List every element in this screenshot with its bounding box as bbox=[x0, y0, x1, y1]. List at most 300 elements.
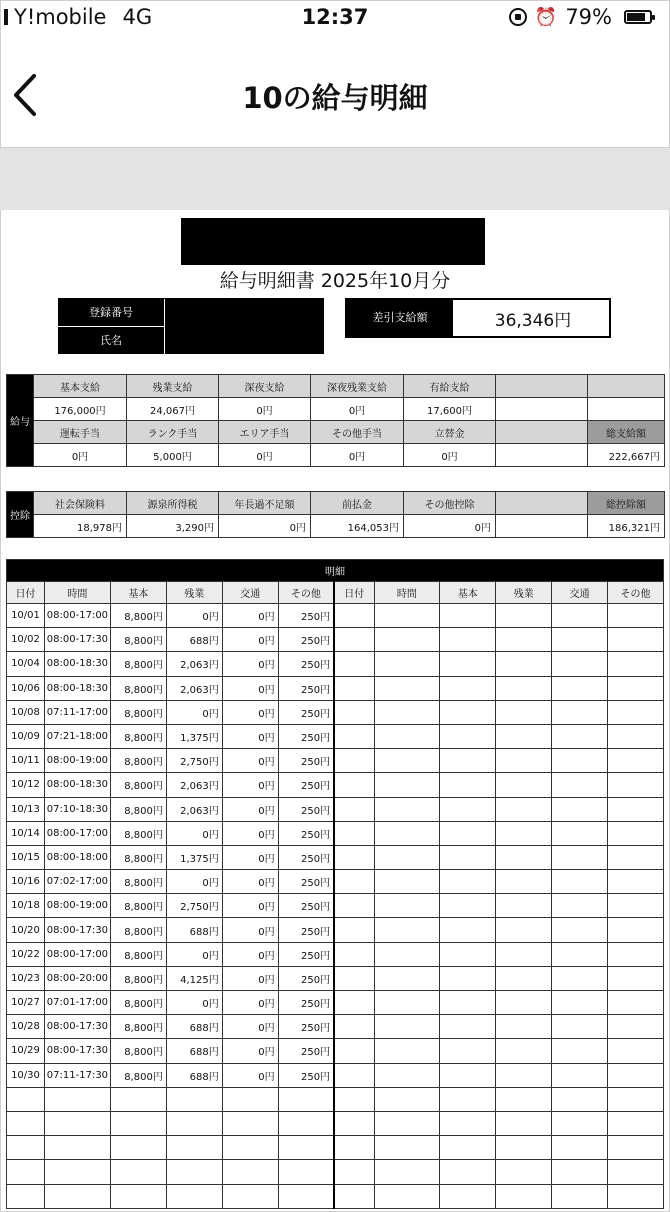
table-cell bbox=[440, 1087, 496, 1111]
table-cell: 250円 bbox=[278, 821, 334, 845]
salary-header: 残業支給 bbox=[127, 375, 219, 398]
table-cell bbox=[374, 821, 440, 845]
table-cell: 08:00-17:30 bbox=[44, 918, 110, 942]
table-cell: 250円 bbox=[278, 942, 334, 966]
table-cell bbox=[374, 652, 440, 676]
table-cell: 250円 bbox=[278, 870, 334, 894]
table-cell bbox=[552, 942, 608, 966]
table-cell bbox=[440, 1039, 496, 1063]
table-cell: 250円 bbox=[278, 797, 334, 821]
table-cell: 10/30 bbox=[7, 1063, 45, 1087]
table-cell: 10/01 bbox=[7, 604, 45, 628]
table-cell bbox=[496, 1111, 552, 1135]
table-cell: 250円 bbox=[278, 918, 334, 942]
salary-value: 0円 bbox=[34, 444, 127, 467]
table-cell: 0円 bbox=[166, 870, 222, 894]
table-cell: 0円 bbox=[222, 1039, 278, 1063]
table-cell: 08:00-18:30 bbox=[44, 676, 110, 700]
table-cell: 8,800円 bbox=[110, 749, 166, 773]
deduction-value bbox=[496, 515, 588, 538]
detail-column-header: 交通 bbox=[552, 582, 608, 604]
salary-header: 基本支給 bbox=[34, 375, 127, 398]
page-title: 10の給与明細 bbox=[242, 81, 428, 115]
table-cell: 8,800円 bbox=[110, 1015, 166, 1039]
table-cell: 0円 bbox=[222, 604, 278, 628]
salary-value: 0円 bbox=[219, 398, 311, 421]
table-cell bbox=[552, 1111, 608, 1135]
table-cell bbox=[552, 1136, 608, 1160]
table-cell bbox=[608, 724, 664, 748]
table-cell bbox=[374, 1184, 440, 1208]
carrier-label: Y!mobile bbox=[14, 5, 107, 29]
table-cell bbox=[334, 700, 374, 724]
detail-column-header: 残業 bbox=[166, 582, 222, 604]
table-cell: 8,800円 bbox=[110, 676, 166, 700]
table-cell bbox=[278, 1136, 334, 1160]
net-pay-label: 差引支給額 bbox=[347, 300, 453, 336]
table-cell: 250円 bbox=[278, 845, 334, 869]
detail-column-header: 時間 bbox=[374, 582, 440, 604]
table-cell: 8,800円 bbox=[110, 942, 166, 966]
table-cell bbox=[44, 1184, 110, 1208]
table-cell bbox=[334, 1063, 374, 1087]
deduction-value: 3,290円 bbox=[127, 515, 219, 538]
table-row bbox=[7, 700, 664, 724]
table-cell: 4,125円 bbox=[166, 966, 222, 990]
table-cell: 8,800円 bbox=[110, 894, 166, 918]
employee-name-label: 氏名 bbox=[58, 327, 165, 354]
table-cell bbox=[374, 676, 440, 700]
table-cell bbox=[334, 1039, 374, 1063]
table-cell bbox=[608, 821, 664, 845]
table-cell bbox=[608, 1184, 664, 1208]
table-cell: 250円 bbox=[278, 652, 334, 676]
table-cell bbox=[440, 991, 496, 1015]
table-cell: 10/09 bbox=[7, 724, 45, 748]
table-cell bbox=[496, 628, 552, 652]
table-cell: 8,800円 bbox=[110, 991, 166, 1015]
table-cell: 8,800円 bbox=[110, 773, 166, 797]
table-cell bbox=[334, 894, 374, 918]
table-cell bbox=[552, 773, 608, 797]
deduction-header: 前払金 bbox=[311, 492, 404, 515]
table-cell: 1,375円 bbox=[166, 724, 222, 748]
table-row bbox=[7, 604, 664, 628]
table-cell: 10/20 bbox=[7, 918, 45, 942]
table-row bbox=[7, 1039, 664, 1063]
table-cell bbox=[278, 1184, 334, 1208]
table-cell bbox=[440, 894, 496, 918]
table-cell bbox=[110, 1160, 166, 1184]
table-cell: 07:11-17:30 bbox=[44, 1063, 110, 1087]
deduction-side-label: 控除 bbox=[7, 492, 34, 538]
table-cell bbox=[496, 870, 552, 894]
table-cell bbox=[440, 966, 496, 990]
table-cell bbox=[552, 628, 608, 652]
registration-number-label: 登録番号 bbox=[58, 299, 165, 327]
table-cell bbox=[608, 1111, 664, 1135]
table-cell bbox=[496, 604, 552, 628]
table-cell bbox=[374, 991, 440, 1015]
table-cell: 0円 bbox=[166, 604, 222, 628]
table-cell bbox=[440, 870, 496, 894]
table-cell bbox=[552, 700, 608, 724]
table-cell bbox=[222, 1111, 278, 1135]
table-cell: 0円 bbox=[222, 652, 278, 676]
table-cell bbox=[440, 918, 496, 942]
table-cell: 0円 bbox=[222, 724, 278, 748]
deduction-header: 社会保険料 bbox=[34, 492, 127, 515]
table-cell: 0円 bbox=[222, 942, 278, 966]
table-cell: 0円 bbox=[222, 676, 278, 700]
salary-header bbox=[496, 375, 588, 398]
salary-value: 5,000円 bbox=[127, 444, 219, 467]
table-cell bbox=[440, 652, 496, 676]
detail-column-header: その他 bbox=[608, 582, 664, 604]
table-cell bbox=[496, 942, 552, 966]
table-cell bbox=[7, 1087, 45, 1111]
salary-header: エリア手当 bbox=[219, 421, 311, 444]
table-row bbox=[7, 845, 664, 869]
table-cell bbox=[374, 894, 440, 918]
salary-value: 24,067円 bbox=[127, 398, 219, 421]
net-pay-value: 36,346円 bbox=[494, 311, 572, 331]
table-cell bbox=[496, 1015, 552, 1039]
salary-side-label: 給与 bbox=[7, 375, 34, 467]
deduction-value: 18,978円 bbox=[34, 515, 127, 538]
table-cell bbox=[552, 652, 608, 676]
table-cell bbox=[166, 1087, 222, 1111]
table-cell: 250円 bbox=[278, 991, 334, 1015]
table-cell: 8,800円 bbox=[110, 918, 166, 942]
table-cell: 0円 bbox=[222, 773, 278, 797]
table-cell: 08:00-18:30 bbox=[44, 773, 110, 797]
table-cell bbox=[110, 1087, 166, 1111]
table-cell: 10/23 bbox=[7, 966, 45, 990]
table-row bbox=[7, 918, 664, 942]
table-cell: 10/22 bbox=[7, 942, 45, 966]
table-cell: 0円 bbox=[222, 797, 278, 821]
table-cell bbox=[44, 1136, 110, 1160]
table-cell bbox=[440, 676, 496, 700]
table-cell bbox=[334, 821, 374, 845]
gray-banner bbox=[0, 147, 670, 210]
detail-column-header: 基本 bbox=[440, 582, 496, 604]
table-cell bbox=[440, 1136, 496, 1160]
table-row bbox=[7, 1184, 664, 1208]
table-cell bbox=[608, 604, 664, 628]
table-cell bbox=[334, 918, 374, 942]
table-row bbox=[7, 724, 664, 748]
detail-column-header: 交通 bbox=[222, 582, 278, 604]
table-row bbox=[7, 749, 664, 773]
detail-column-header: 基本 bbox=[110, 582, 166, 604]
detail-table bbox=[6, 559, 664, 1209]
table-cell bbox=[374, 724, 440, 748]
table-cell: 8,800円 bbox=[110, 700, 166, 724]
table-cell bbox=[334, 966, 374, 990]
table-cell bbox=[552, 966, 608, 990]
table-cell bbox=[374, 870, 440, 894]
table-cell bbox=[608, 773, 664, 797]
table-cell bbox=[110, 1136, 166, 1160]
table-cell: 0円 bbox=[222, 700, 278, 724]
table-cell: 10/04 bbox=[7, 652, 45, 676]
table-cell bbox=[440, 1063, 496, 1087]
table-cell bbox=[334, 749, 374, 773]
table-row bbox=[7, 676, 664, 700]
table-cell: 688円 bbox=[166, 918, 222, 942]
table-cell bbox=[608, 845, 664, 869]
table-cell bbox=[496, 1136, 552, 1160]
table-cell bbox=[552, 676, 608, 700]
table-cell: 250円 bbox=[278, 700, 334, 724]
salary-header: その他手当 bbox=[311, 421, 404, 444]
table-cell bbox=[608, 797, 664, 821]
table-cell bbox=[552, 1063, 608, 1087]
detail-caption: 明細 bbox=[7, 560, 664, 582]
table-cell bbox=[552, 821, 608, 845]
clock: 12:37 bbox=[301, 5, 369, 29]
table-cell: 10/12 bbox=[7, 773, 45, 797]
battery-icon bbox=[624, 10, 652, 24]
table-cell bbox=[608, 942, 664, 966]
table-cell: 10/16 bbox=[7, 870, 45, 894]
table-cell: 688円 bbox=[166, 1039, 222, 1063]
table-cell: 688円 bbox=[166, 1015, 222, 1039]
salary-header: 深夜残業支給 bbox=[311, 375, 404, 398]
table-cell: 10/02 bbox=[7, 628, 45, 652]
table-cell bbox=[7, 1184, 45, 1208]
table-cell: 08:00-19:00 bbox=[44, 749, 110, 773]
table-cell bbox=[496, 1184, 552, 1208]
table-cell: 07:11-17:00 bbox=[44, 700, 110, 724]
table-cell: 688円 bbox=[166, 1063, 222, 1087]
table-row bbox=[7, 894, 664, 918]
salary-table bbox=[6, 374, 665, 467]
table-cell bbox=[166, 1184, 222, 1208]
table-cell bbox=[440, 773, 496, 797]
table-cell bbox=[334, 1160, 374, 1184]
table-cell: 2,750円 bbox=[166, 894, 222, 918]
net-pay-box bbox=[345, 298, 611, 338]
table-cell bbox=[608, 991, 664, 1015]
table-cell bbox=[166, 1111, 222, 1135]
table-cell bbox=[608, 700, 664, 724]
table-cell: 250円 bbox=[278, 604, 334, 628]
table-cell bbox=[374, 700, 440, 724]
table-cell bbox=[374, 1111, 440, 1135]
table-cell bbox=[334, 628, 374, 652]
table-cell: 8,800円 bbox=[110, 845, 166, 869]
table-cell: 10/28 bbox=[7, 1015, 45, 1039]
table-cell bbox=[374, 1087, 440, 1111]
table-cell bbox=[608, 1136, 664, 1160]
table-row bbox=[7, 628, 664, 652]
table-cell bbox=[374, 1136, 440, 1160]
table-cell: 2,063円 bbox=[166, 652, 222, 676]
table-cell bbox=[374, 1015, 440, 1039]
table-cell: 250円 bbox=[278, 1015, 334, 1039]
table-cell: 8,800円 bbox=[110, 821, 166, 845]
table-cell bbox=[608, 1087, 664, 1111]
total-deduction-header: 総控除額 bbox=[588, 492, 665, 515]
table-cell bbox=[496, 797, 552, 821]
salary-value bbox=[496, 398, 588, 421]
table-row bbox=[7, 870, 664, 894]
table-cell: 8,800円 bbox=[110, 1063, 166, 1087]
table-cell: 07:10-18:30 bbox=[44, 797, 110, 821]
table-cell bbox=[334, 845, 374, 869]
table-cell: 250円 bbox=[278, 749, 334, 773]
table-cell bbox=[374, 942, 440, 966]
table-cell bbox=[552, 1039, 608, 1063]
table-row bbox=[7, 1136, 664, 1160]
table-cell bbox=[608, 918, 664, 942]
table-cell bbox=[608, 749, 664, 773]
table-cell bbox=[552, 870, 608, 894]
table-cell bbox=[374, 1160, 440, 1184]
table-cell bbox=[44, 1111, 110, 1135]
salary-value: 0円 bbox=[311, 444, 404, 467]
table-cell bbox=[334, 1184, 374, 1208]
table-cell: 8,800円 bbox=[110, 652, 166, 676]
table-cell: 0円 bbox=[222, 749, 278, 773]
deduction-value: 164,053円 bbox=[311, 515, 404, 538]
table-cell bbox=[7, 1136, 45, 1160]
table-cell bbox=[278, 1160, 334, 1184]
table-cell: 0円 bbox=[222, 918, 278, 942]
table-cell: 1,375円 bbox=[166, 845, 222, 869]
table-cell bbox=[440, 1015, 496, 1039]
table-row bbox=[7, 1111, 664, 1135]
table-cell bbox=[608, 1039, 664, 1063]
salary-header: 運転手当 bbox=[34, 421, 127, 444]
table-cell bbox=[334, 942, 374, 966]
table-cell bbox=[374, 773, 440, 797]
table-cell: 07:01-17:00 bbox=[44, 991, 110, 1015]
table-cell bbox=[440, 724, 496, 748]
table-cell bbox=[608, 628, 664, 652]
table-cell: 10/18 bbox=[7, 894, 45, 918]
table-cell bbox=[496, 918, 552, 942]
table-cell: 08:00-17:30 bbox=[44, 1015, 110, 1039]
table-row bbox=[7, 652, 664, 676]
table-cell: 08:00-18:00 bbox=[44, 845, 110, 869]
gross-pay-value: 222,667円 bbox=[588, 444, 665, 467]
rotation-lock-icon bbox=[509, 8, 527, 26]
table-row bbox=[7, 773, 664, 797]
table-cell bbox=[222, 1136, 278, 1160]
table-cell: 2,063円 bbox=[166, 676, 222, 700]
table-cell: 08:00-17:00 bbox=[44, 604, 110, 628]
salary-header bbox=[588, 375, 665, 398]
table-cell bbox=[496, 821, 552, 845]
table-cell: 08:00-17:30 bbox=[44, 628, 110, 652]
table-cell: 0円 bbox=[222, 628, 278, 652]
table-cell bbox=[552, 1015, 608, 1039]
deduction-header: その他控除 bbox=[404, 492, 496, 515]
table-cell bbox=[440, 700, 496, 724]
table-cell bbox=[552, 1184, 608, 1208]
table-cell: 0円 bbox=[222, 821, 278, 845]
table-cell bbox=[608, 1015, 664, 1039]
salary-value: 17,600円 bbox=[404, 398, 496, 421]
table-cell bbox=[496, 676, 552, 700]
salary-value: 0円 bbox=[311, 398, 404, 421]
table-cell: 0円 bbox=[222, 845, 278, 869]
table-cell bbox=[374, 628, 440, 652]
table-cell bbox=[552, 749, 608, 773]
deduction-value: 0円 bbox=[404, 515, 496, 538]
table-cell: 688円 bbox=[166, 628, 222, 652]
table-cell bbox=[374, 966, 440, 990]
salary-header bbox=[496, 421, 588, 444]
table-cell: 10/06 bbox=[7, 676, 45, 700]
salary-value bbox=[588, 398, 665, 421]
document-title: 給与明細書 2025年10月分 bbox=[219, 270, 451, 292]
table-cell: 08:00-17:00 bbox=[44, 942, 110, 966]
table-cell bbox=[552, 797, 608, 821]
table-cell bbox=[552, 1087, 608, 1111]
table-cell bbox=[278, 1087, 334, 1111]
table-cell: 10/15 bbox=[7, 845, 45, 869]
table-cell bbox=[552, 894, 608, 918]
table-cell bbox=[334, 604, 374, 628]
redacted-company-name bbox=[181, 218, 485, 265]
salary-value: 0円 bbox=[219, 444, 311, 467]
table-row bbox=[7, 821, 664, 845]
detail-column-header: 時間 bbox=[44, 582, 110, 604]
table-cell: 250円 bbox=[278, 773, 334, 797]
table-cell bbox=[166, 1160, 222, 1184]
table-cell: 2,063円 bbox=[166, 797, 222, 821]
table-cell bbox=[440, 628, 496, 652]
table-cell: 0円 bbox=[222, 1063, 278, 1087]
table-cell bbox=[440, 821, 496, 845]
table-cell: 0円 bbox=[222, 870, 278, 894]
table-cell: 8,800円 bbox=[110, 966, 166, 990]
table-cell bbox=[334, 773, 374, 797]
table-cell bbox=[552, 918, 608, 942]
deduction-value: 0円 bbox=[219, 515, 311, 538]
table-cell bbox=[44, 1160, 110, 1184]
gross-pay-header: 総支給額 bbox=[588, 421, 665, 444]
status-bar bbox=[0, 0, 670, 36]
table-cell: 10/08 bbox=[7, 700, 45, 724]
salary-value: 0円 bbox=[404, 444, 496, 467]
table-cell bbox=[110, 1184, 166, 1208]
battery-percent: 79% bbox=[565, 5, 612, 29]
total-deduction-value: 186,321円 bbox=[588, 515, 665, 538]
table-cell: 250円 bbox=[278, 894, 334, 918]
table-cell bbox=[496, 773, 552, 797]
table-row bbox=[7, 1087, 664, 1111]
table-cell: 10/11 bbox=[7, 749, 45, 773]
detail-column-header: 日付 bbox=[334, 582, 374, 604]
table-cell bbox=[44, 1087, 110, 1111]
table-row bbox=[7, 942, 664, 966]
table-cell bbox=[7, 1160, 45, 1184]
table-cell bbox=[496, 1039, 552, 1063]
table-cell bbox=[440, 797, 496, 821]
salary-header: 有給支給 bbox=[404, 375, 496, 398]
table-row bbox=[7, 1160, 664, 1184]
table-cell bbox=[278, 1111, 334, 1135]
table-cell bbox=[222, 1160, 278, 1184]
table-cell bbox=[374, 1039, 440, 1063]
table-cell bbox=[222, 1184, 278, 1208]
